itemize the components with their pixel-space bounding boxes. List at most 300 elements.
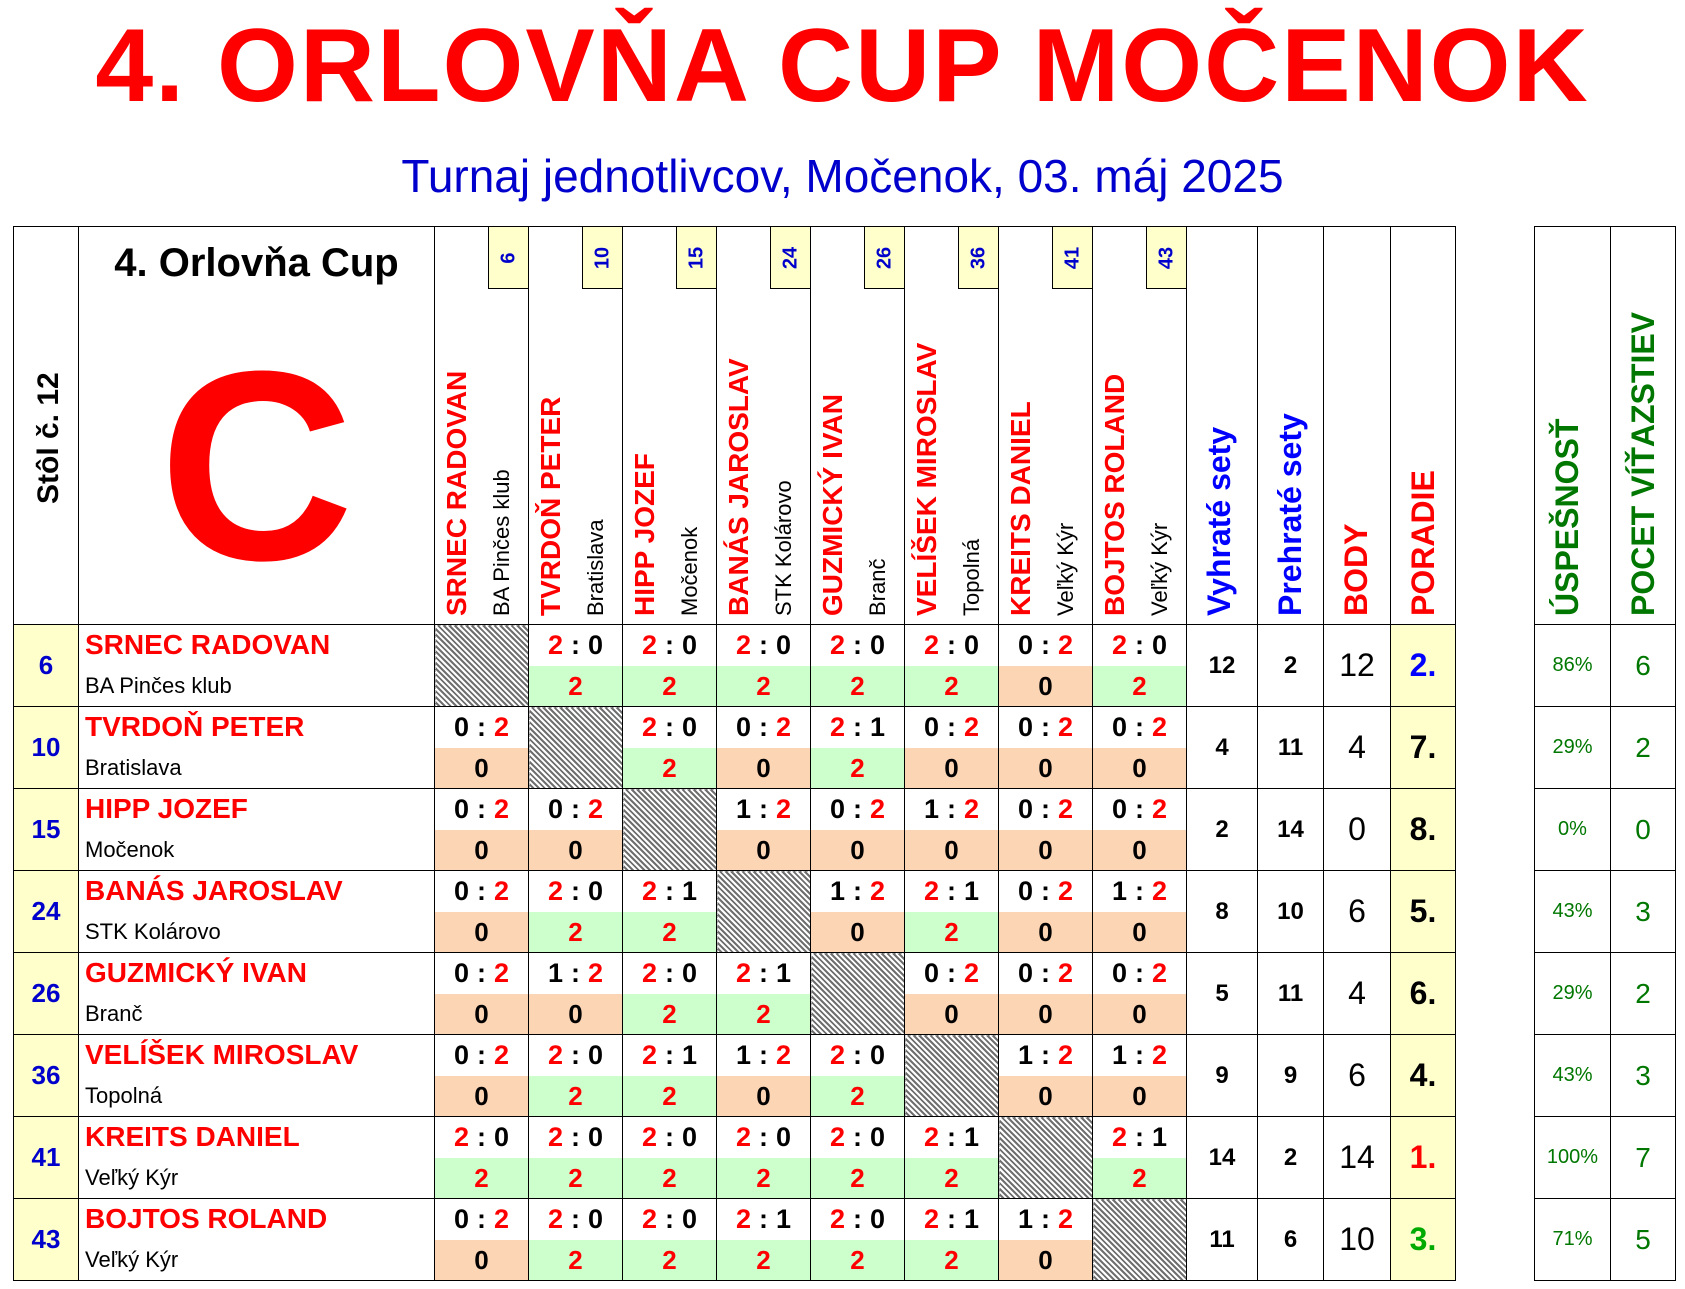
match-cell (623, 953, 717, 1035)
sets-won: 0 (1017, 794, 1034, 824)
column-player-club: Veľký Kýr (1147, 522, 1172, 616)
match-cell (717, 1035, 811, 1117)
column-player-name: SRNEC RADOVAN (441, 370, 472, 616)
match-score: 0 : 2 (905, 707, 998, 748)
lost-sets-header-cell (1258, 227, 1324, 625)
sets-won: 0 (1111, 794, 1128, 824)
match-cell (811, 707, 905, 789)
player-column-header (435, 227, 529, 625)
player-number: 24 (14, 871, 79, 953)
match-points: 0 (1093, 748, 1186, 788)
sets-lost: 0 (681, 1204, 698, 1234)
match-score: 2 : 1 (905, 871, 998, 912)
player-club: Veľký Kýr (85, 1247, 179, 1272)
sets-lost: 2 (1057, 712, 1074, 742)
player-name-cell (79, 625, 435, 707)
column-player-name: HIPP JOZEF (629, 453, 660, 616)
lost-sets-value: 2 (1258, 625, 1324, 707)
sets-lost: 1 (963, 1122, 980, 1152)
match-score: 0 : 2 (999, 789, 1092, 830)
match-score: 2 : 0 (717, 1117, 810, 1158)
match-score: 1 : 2 (905, 789, 998, 830)
sets-lost: 2 (1151, 1040, 1168, 1070)
player-club: Močenok (85, 837, 175, 862)
player-column-header (905, 227, 999, 625)
match-cell (999, 871, 1093, 953)
match-cell (623, 1035, 717, 1117)
sets-lost: 0 (681, 958, 698, 988)
match-points: 0 (905, 994, 998, 1034)
sets-won: 2 (641, 958, 658, 988)
player-name-cell (79, 953, 435, 1035)
sets-won: 0 (1017, 958, 1034, 988)
match-points: 2 (623, 1158, 716, 1198)
match-score: 0 : 2 (1093, 789, 1186, 830)
match-score: 0 : 2 (435, 953, 528, 994)
table-label-cell (14, 227, 79, 625)
column-player-club: Topolná (959, 538, 984, 616)
sets-lost: 2 (587, 958, 604, 988)
match-score: 2 : 1 (717, 953, 810, 994)
match-cell (999, 707, 1093, 789)
sets-lost: 2 (775, 712, 792, 742)
match-cell (435, 1117, 529, 1199)
match-cell (529, 1035, 623, 1117)
match-points: 2 (811, 666, 904, 706)
sets-lost: 2 (1057, 876, 1074, 906)
match-points: 2 (717, 666, 810, 706)
player-club: Bratislava (85, 755, 182, 780)
sets-lost: 0 (963, 630, 980, 660)
player-club: Branč (85, 1001, 143, 1026)
player-name: SRNEC RADOVAN (85, 629, 331, 660)
lost-sets-value: 14 (1258, 789, 1324, 871)
match-score: 0 : 2 (1093, 707, 1186, 748)
match-cell (1093, 625, 1187, 707)
match-points: 2 (623, 666, 716, 706)
sets-lost: 2 (587, 794, 604, 824)
sets-lost: 2 (963, 794, 980, 824)
sets-won: 1 (1111, 876, 1128, 906)
match-score: 2 : 0 (717, 625, 810, 666)
match-cell (717, 789, 811, 871)
self-match-cell (717, 871, 811, 953)
self-match-cell (1093, 1199, 1187, 1281)
match-points: 0 (999, 912, 1092, 952)
sets-lost: 2 (963, 958, 980, 988)
match-score: 2 : 1 (811, 707, 904, 748)
summary-row (1535, 707, 1676, 789)
won-sets-value: 2 (1187, 789, 1258, 871)
match-cell (1093, 953, 1187, 1035)
sets-lost: 1 (869, 712, 886, 742)
sets-won: 1 (1111, 1040, 1128, 1070)
sets-lost: 0 (869, 1122, 886, 1152)
match-score: 1 : 2 (717, 789, 810, 830)
match-points: 0 (905, 830, 998, 870)
column-player-number-text: 36 (967, 246, 989, 269)
sets-won: 2 (453, 1122, 470, 1152)
player-row (14, 871, 1456, 953)
column-player-name: GUZMICKÝ IVAN (817, 394, 848, 616)
sets-won: 2 (547, 876, 564, 906)
sets-won: 2 (641, 1204, 658, 1234)
sets-won: 1 (923, 794, 940, 824)
sets-lost: 2 (1057, 958, 1074, 988)
sets-lost: 0 (587, 876, 604, 906)
sets-won: 1 (1017, 1204, 1034, 1234)
match-score: 0 : 2 (435, 871, 528, 912)
match-points: 2 (717, 994, 810, 1034)
match-points: 2 (529, 912, 622, 952)
match-cell (529, 789, 623, 871)
column-player-club: Veľký Kýr (1053, 522, 1078, 616)
match-score: 2 : 0 (1093, 625, 1186, 666)
match-points: 0 (999, 1240, 1092, 1280)
sets-won: 2 (923, 630, 940, 660)
match-score: 1 : 2 (1093, 1035, 1186, 1076)
sets-won: 0 (547, 794, 564, 824)
player-number: 6 (14, 625, 79, 707)
match-score: 0 : 2 (529, 789, 622, 830)
match-points: 2 (623, 912, 716, 952)
player-row (14, 625, 1456, 707)
points-header-cell (1324, 227, 1391, 625)
won-sets-value: 11 (1187, 1199, 1258, 1281)
self-match-cell (811, 953, 905, 1035)
tournament-subtitle: Turnaj jednotlivcov, Močenok, 03. máj 2025 (401, 150, 1284, 202)
sets-won: 2 (923, 1204, 940, 1234)
player-column-header (811, 227, 905, 625)
sets-won: 1 (547, 958, 564, 988)
sets-won: 2 (829, 630, 846, 660)
match-cell (529, 1199, 623, 1281)
match-cell (623, 1117, 717, 1199)
sets-lost: 0 (587, 1040, 604, 1070)
sets-won: 2 (1111, 630, 1128, 660)
lost-sets-value: 6 (1258, 1199, 1324, 1281)
player-column-header (999, 227, 1093, 625)
summary-row (1535, 871, 1676, 953)
sets-won: 1 (735, 1040, 752, 1070)
player-column-header (623, 227, 717, 625)
match-score: 0 : 2 (435, 1035, 528, 1076)
match-points: 2 (623, 1076, 716, 1116)
group-letter: C (159, 316, 354, 617)
match-points: 0 (435, 912, 528, 952)
match-cell (435, 953, 529, 1035)
column-player-number-text: 26 (873, 246, 895, 269)
column-player-number-text: 43 (1155, 246, 1177, 269)
match-points: 2 (529, 1076, 622, 1116)
sets-won: 2 (641, 630, 658, 660)
sets-won: 2 (547, 1204, 564, 1234)
match-points: 2 (1093, 666, 1186, 706)
match-points: 2 (811, 1076, 904, 1116)
group-title: 4. Orlovňa Cup (114, 241, 399, 285)
match-points: 2 (529, 666, 622, 706)
sets-won: 0 (1017, 712, 1034, 742)
match-cell (1093, 1035, 1187, 1117)
self-match-cell (623, 789, 717, 871)
table-label: Stôl č. 12 (32, 372, 65, 504)
sets-lost: 2 (1057, 1040, 1074, 1070)
column-player-name: BOJTOS ROLAND (1099, 373, 1130, 616)
sets-won: 2 (641, 876, 658, 906)
sets-won: 2 (735, 1122, 752, 1152)
column-player-number-text: 24 (779, 246, 801, 269)
success-value: 71% (1535, 1199, 1611, 1281)
sets-lost: 0 (493, 1122, 510, 1152)
wins-value: 3 (1611, 1035, 1676, 1117)
sets-lost: 2 (493, 794, 510, 824)
match-cell (905, 1199, 999, 1281)
won-sets-value: 8 (1187, 871, 1258, 953)
match-score: 2 : 1 (623, 1035, 716, 1076)
player-name: BANÁS JAROSLAV (85, 875, 343, 906)
sets-lost: 2 (869, 876, 886, 906)
match-cell (905, 789, 999, 871)
sets-lost: 2 (1151, 712, 1168, 742)
match-score: 2 : 1 (905, 1199, 998, 1240)
match-cell (999, 1035, 1093, 1117)
points-value: 12 (1324, 625, 1391, 707)
sets-lost: 0 (1151, 630, 1168, 660)
match-score: 2 : 0 (623, 707, 716, 748)
match-score: 0 : 2 (999, 625, 1092, 666)
lost-sets-value: 10 (1258, 871, 1324, 953)
player-name-cell (79, 1117, 435, 1199)
success-value: 43% (1535, 1035, 1611, 1117)
points-value: 6 (1324, 871, 1391, 953)
points-value: 6 (1324, 1035, 1391, 1117)
sets-lost: 0 (681, 630, 698, 660)
match-score: 0 : 2 (1093, 953, 1186, 994)
success-header: ÚSPEŠNOSŤ (1549, 418, 1585, 616)
sets-lost: 2 (493, 1204, 510, 1234)
column-player-club: BA Pinčes klub (489, 469, 514, 616)
rank-value: 3. (1391, 1199, 1456, 1281)
match-score: 2 : 1 (717, 1199, 810, 1240)
match-score: 2 : 0 (623, 625, 716, 666)
match-cell (435, 1199, 529, 1281)
sets-won: 2 (829, 1204, 846, 1234)
match-score: 2 : 0 (905, 625, 998, 666)
match-cell (811, 1199, 905, 1281)
success-value: 43% (1535, 871, 1611, 953)
sets-won: 2 (641, 1122, 658, 1152)
player-row (14, 707, 1456, 789)
sets-lost: 2 (493, 958, 510, 988)
sets-won: 2 (923, 1122, 940, 1152)
column-player-number-text: 10 (591, 246, 613, 269)
match-score: 0 : 2 (435, 1199, 528, 1240)
match-score: 2 : 0 (623, 1117, 716, 1158)
match-points: 0 (529, 994, 622, 1034)
success-value: 29% (1535, 707, 1611, 789)
match-score: 2 : 1 (623, 871, 716, 912)
match-score: 1 : 2 (811, 871, 904, 912)
sets-won: 2 (735, 630, 752, 660)
column-player-club: Bratislava (583, 519, 608, 616)
match-points: 2 (623, 748, 716, 788)
lost-sets-value: 11 (1258, 707, 1324, 789)
match-points: 2 (623, 1240, 716, 1280)
match-points: 2 (811, 748, 904, 788)
success-header-cell (1535, 227, 1611, 625)
sets-won: 2 (1111, 1122, 1128, 1152)
match-score: 0 : 2 (435, 707, 528, 748)
sets-won: 1 (735, 794, 752, 824)
player-club: Topolná (85, 1083, 163, 1108)
match-score: 1 : 2 (717, 1035, 810, 1076)
column-player-name: KREITS DANIEL (1005, 401, 1036, 616)
match-points: 0 (717, 830, 810, 870)
column-player-number (864, 227, 904, 289)
won-sets-value: 9 (1187, 1035, 1258, 1117)
rank-value: 6. (1391, 953, 1456, 1035)
lost-sets-value: 2 (1258, 1117, 1324, 1199)
match-cell (529, 1117, 623, 1199)
sets-won: 0 (735, 712, 752, 742)
won-sets-value: 4 (1187, 707, 1258, 789)
sets-lost: 2 (775, 794, 792, 824)
wins-header: POCET VÍŤAZSTIEV (1625, 311, 1661, 616)
summary-row (1535, 1199, 1676, 1281)
sets-lost: 2 (963, 712, 980, 742)
match-points: 0 (999, 748, 1092, 788)
match-points: 0 (999, 830, 1092, 870)
match-points: 2 (905, 666, 998, 706)
sets-lost: 2 (493, 712, 510, 742)
match-cell (1093, 871, 1187, 953)
match-points: 0 (435, 994, 528, 1034)
lost-sets-header: Prehraté sety (1272, 413, 1308, 616)
match-score: 0 : 2 (435, 789, 528, 830)
player-club: Veľký Kýr (85, 1165, 179, 1190)
sets-lost: 0 (681, 1122, 698, 1152)
player-row (14, 953, 1456, 1035)
match-points: 0 (717, 1076, 810, 1116)
success-value: 86% (1535, 625, 1611, 707)
match-cell (905, 953, 999, 1035)
sets-won: 2 (829, 1040, 846, 1070)
sets-lost: 2 (775, 1040, 792, 1070)
sets-lost: 0 (869, 1040, 886, 1070)
sets-won: 0 (1111, 712, 1128, 742)
sets-lost: 2 (1057, 794, 1074, 824)
points-value: 14 (1324, 1117, 1391, 1199)
summary-row (1535, 625, 1676, 707)
match-cell (811, 871, 905, 953)
player-column-header (529, 227, 623, 625)
match-points: 2 (717, 1240, 810, 1280)
sets-lost: 1 (775, 1204, 792, 1234)
player-row (14, 789, 1456, 871)
player-name-cell (79, 789, 435, 871)
match-points: 0 (999, 994, 1092, 1034)
player-name: HIPP JOZEF (85, 793, 248, 824)
rank-value: 1. (1391, 1117, 1456, 1199)
match-points: 0 (811, 912, 904, 952)
match-points: 0 (999, 1076, 1092, 1116)
column-player-number-text: 6 (497, 251, 519, 264)
sets-won: 0 (923, 712, 940, 742)
match-points: 0 (1093, 994, 1186, 1034)
won-sets-header-cell (1187, 227, 1258, 625)
match-points: 0 (435, 1240, 528, 1280)
sets-won: 2 (829, 1122, 846, 1152)
match-cell (811, 1117, 905, 1199)
match-score: 1 : 2 (529, 953, 622, 994)
match-cell (435, 707, 529, 789)
player-name-cell (79, 707, 435, 789)
match-score: 2 : 0 (811, 1117, 904, 1158)
match-cell (717, 1199, 811, 1281)
match-cell (999, 625, 1093, 707)
success-value: 29% (1535, 953, 1611, 1035)
column-player-number (582, 227, 622, 289)
player-number: 15 (14, 789, 79, 871)
player-number: 36 (14, 1035, 79, 1117)
sets-lost: 0 (587, 1204, 604, 1234)
match-score: 0 : 2 (999, 953, 1092, 994)
player-name: TVRDOŇ PETER (85, 711, 305, 742)
match-points: 2 (529, 1158, 622, 1198)
match-points: 0 (1093, 912, 1186, 952)
rank-header: PORADIE (1405, 470, 1441, 616)
sets-lost: 1 (681, 876, 698, 906)
sets-won: 0 (453, 1040, 470, 1070)
sets-lost: 2 (1057, 1204, 1074, 1234)
sets-won: 0 (453, 712, 470, 742)
column-player-number (770, 227, 810, 289)
match-score: 2 : 0 (529, 871, 622, 912)
sets-lost: 0 (587, 1122, 604, 1152)
match-points: 2 (623, 994, 716, 1034)
header-row (14, 227, 1456, 625)
summary-table (1534, 226, 1676, 1281)
match-score: 2 : 0 (623, 1199, 716, 1240)
won-sets-header: Vyhraté sety (1201, 426, 1237, 616)
match-points: 0 (1093, 1076, 1186, 1116)
match-cell (623, 625, 717, 707)
self-match-cell (905, 1035, 999, 1117)
sets-won: 1 (829, 876, 846, 906)
sets-lost: 2 (1057, 630, 1074, 660)
won-sets-value: 14 (1187, 1117, 1258, 1199)
sets-lost: 1 (681, 1040, 698, 1070)
points-value: 4 (1324, 953, 1391, 1035)
match-cell (811, 789, 905, 871)
sets-won: 0 (453, 958, 470, 988)
wins-value: 2 (1611, 953, 1676, 1035)
match-score: 2 : 0 (811, 625, 904, 666)
match-points: 0 (435, 748, 528, 788)
player-number: 43 (14, 1199, 79, 1281)
rank-value: 4. (1391, 1035, 1456, 1117)
match-cell (435, 871, 529, 953)
won-sets-value: 12 (1187, 625, 1258, 707)
column-player-number (958, 227, 998, 289)
group-logo-cell (79, 227, 435, 625)
points-header: BODY (1338, 523, 1374, 616)
won-sets-value: 5 (1187, 953, 1258, 1035)
match-cell (529, 871, 623, 953)
match-cell (811, 625, 905, 707)
sets-won: 2 (641, 712, 658, 742)
sets-lost: 2 (1151, 794, 1168, 824)
